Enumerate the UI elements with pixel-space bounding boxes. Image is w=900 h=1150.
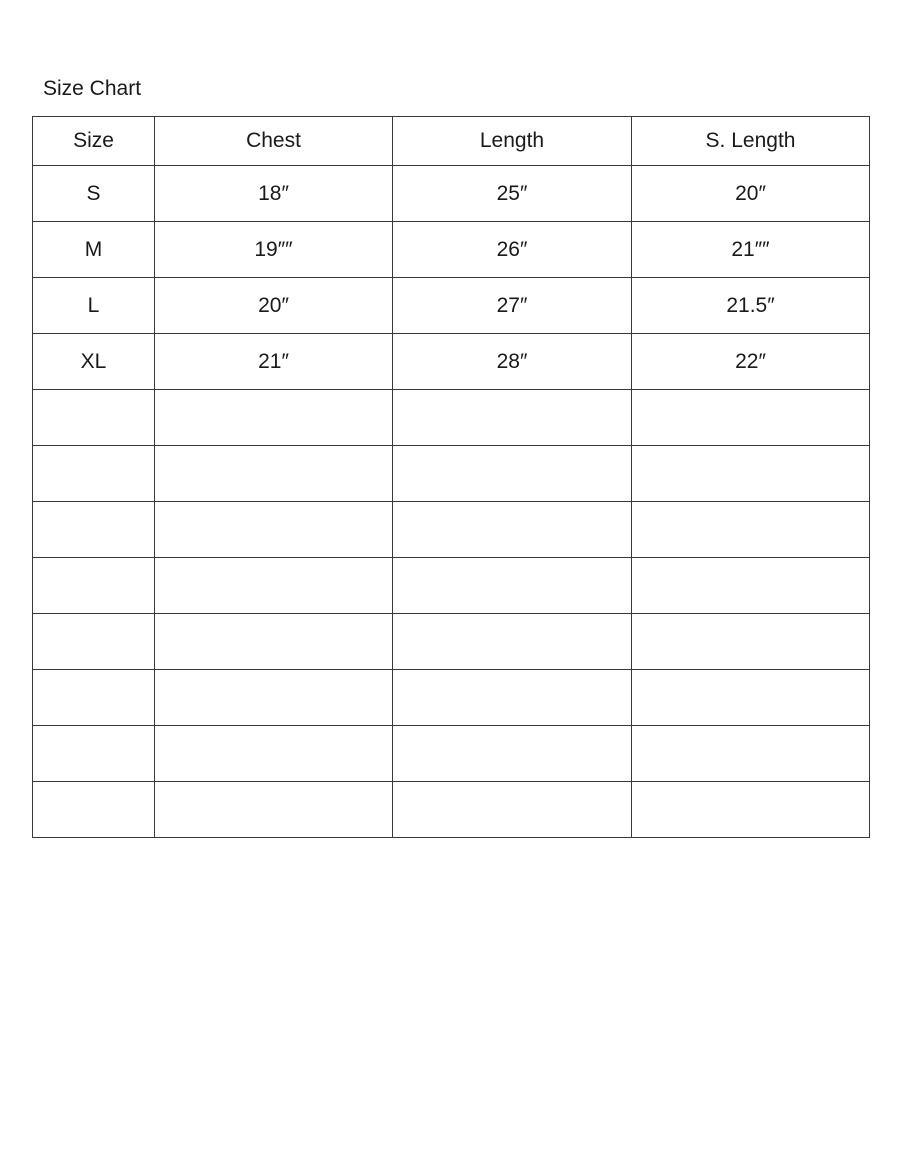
cell-chest — [155, 670, 393, 726]
cell-s-length: 21.5″ — [632, 278, 870, 334]
cell-s-length — [632, 782, 870, 838]
cell-chest: 19″″ — [155, 222, 393, 278]
header-chest: Chest — [155, 117, 393, 166]
table-row-empty — [33, 558, 870, 614]
cell-chest — [155, 558, 393, 614]
table-row — [33, 222, 870, 278]
cell-size: XL — [33, 334, 155, 390]
size-chart-table — [32, 116, 870, 838]
table-row — [33, 278, 870, 334]
table-row — [33, 166, 870, 222]
table-row-empty — [33, 726, 870, 782]
cell-length: 28″ — [393, 334, 632, 390]
cell-chest — [155, 502, 393, 558]
cell-chest — [155, 446, 393, 502]
cell-s-length: 21″″ — [632, 222, 870, 278]
cell-s-length — [632, 614, 870, 670]
table-row-empty — [33, 670, 870, 726]
cell-chest — [155, 614, 393, 670]
cell-s-length — [632, 390, 870, 446]
cell-length — [393, 614, 632, 670]
cell-length — [393, 446, 632, 502]
cell-size: S — [33, 166, 155, 222]
table-row-empty — [33, 614, 870, 670]
cell-chest — [155, 726, 393, 782]
cell-length — [393, 390, 632, 446]
cell-length — [393, 558, 632, 614]
cell-chest — [155, 782, 393, 838]
cell-chest — [155, 390, 393, 446]
header-s-length: S. Length — [632, 117, 870, 166]
cell-length — [393, 670, 632, 726]
cell-size: L — [33, 278, 155, 334]
cell-length: 26″ — [393, 222, 632, 278]
cell-s-length — [632, 726, 870, 782]
cell-size — [33, 614, 155, 670]
cell-chest: 21″ — [155, 334, 393, 390]
cell-s-length: 20″ — [632, 166, 870, 222]
cell-length: 25″ — [393, 166, 632, 222]
table-header-row — [33, 117, 870, 166]
table-row-empty — [33, 390, 870, 446]
cell-chest: 18″ — [155, 166, 393, 222]
table-row-empty — [33, 502, 870, 558]
header-size: Size — [33, 117, 155, 166]
cell-s-length — [632, 670, 870, 726]
cell-s-length — [632, 558, 870, 614]
cell-s-length — [632, 502, 870, 558]
cell-size: M — [33, 222, 155, 278]
cell-size — [33, 782, 155, 838]
table-row — [33, 334, 870, 390]
cell-size — [33, 502, 155, 558]
table-row-empty — [33, 446, 870, 502]
header-length: Length — [393, 117, 632, 166]
cell-length: 27″ — [393, 278, 632, 334]
cell-s-length: 22″ — [632, 334, 870, 390]
table-row-empty — [33, 782, 870, 838]
cell-s-length — [632, 446, 870, 502]
cell-length — [393, 502, 632, 558]
page-title: Size Chart — [43, 77, 142, 100]
cell-size — [33, 558, 155, 614]
cell-length — [393, 782, 632, 838]
cell-length — [393, 726, 632, 782]
cell-size — [33, 390, 155, 446]
cell-chest: 20″ — [155, 278, 393, 334]
cell-size — [33, 726, 155, 782]
cell-size — [33, 446, 155, 502]
cell-size — [33, 670, 155, 726]
